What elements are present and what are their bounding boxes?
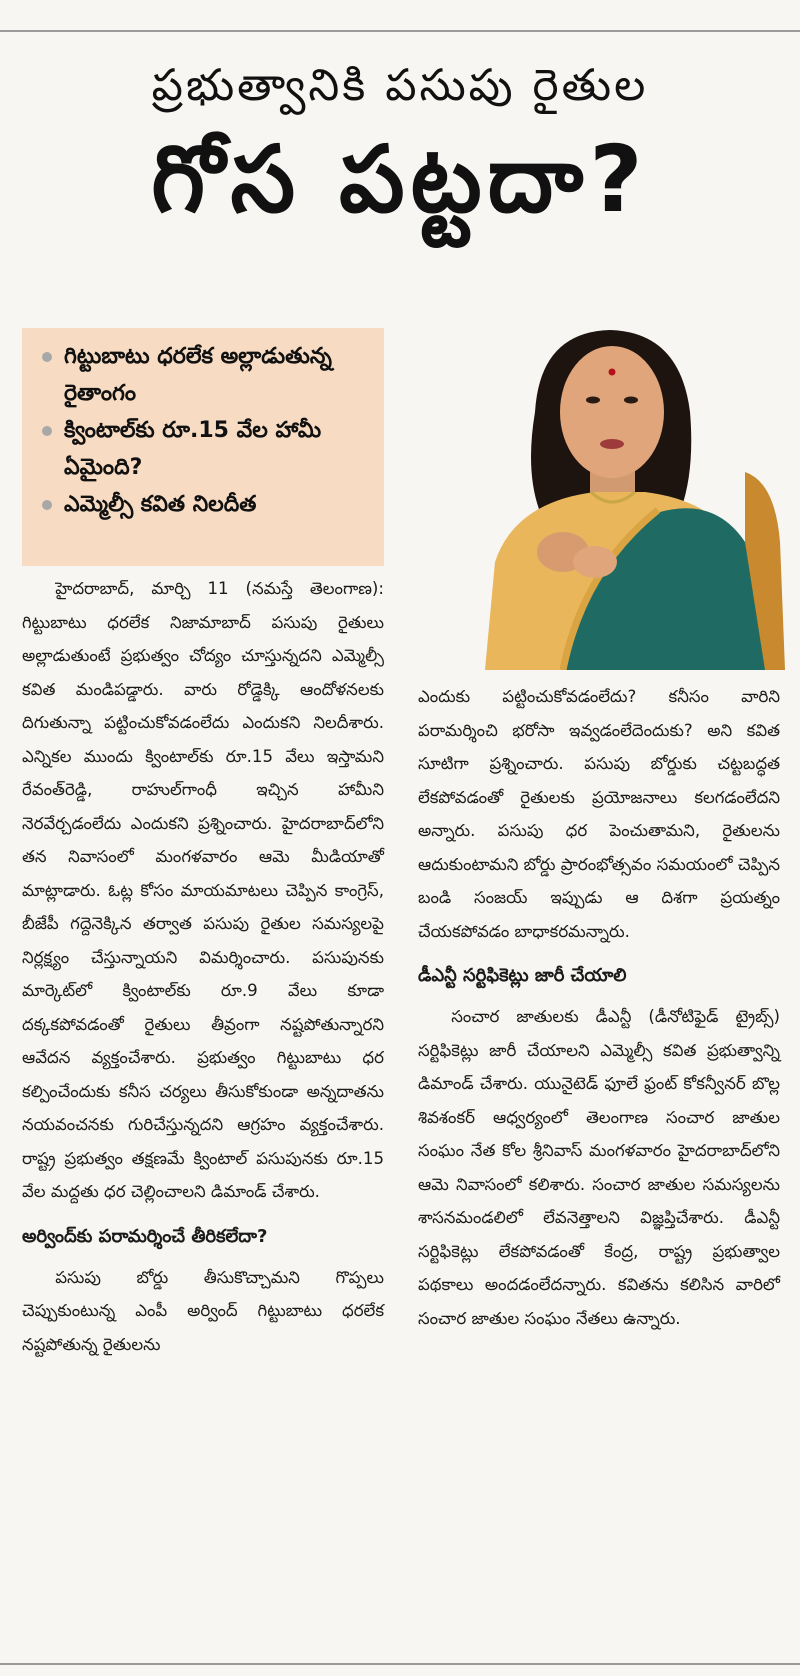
bullet-icon bbox=[42, 500, 52, 510]
highlight-text: ఎమ్మెల్సీ కవిత నిలదీత bbox=[64, 492, 257, 517]
top-rule bbox=[0, 30, 800, 32]
article-paragraph: ఎందుకు పట్టించుకోవడంలేదు? కనీసం వారిని పరామర్శించి భరోసా ఇవ్వడంలేదెందుకు? అని కవిత సూటిగా ప్రశ్నించారు. పసుపు బోర్డుకు చట్టబద్ధత లేకపోవడంతో రైతులకు ప్రయోజనాలు కలగడంలేదని అన్నారు. పసుపు ధర పెంచుతామని, రైతులను ఆదుకుంటామని బోర్డు ప్రారంభోత్సవం సమయంలో చెప్పిన బండి సంజయ్ ఇప్పుడు ఆ దిశగా ప్రయత్నం చేయకపోవడం బాధాకరమన్నారు. bbox=[418, 687, 780, 941]
highlight-item bbox=[38, 338, 374, 412]
portrait-illustration bbox=[445, 312, 790, 670]
article-paragraph: సంచార జాతులకు డీఎన్టీ (డీనోటిఫైడ్ ట్రైబ్స్) సర్టిఫికెట్లు జారీ చేయాలని ఎమ్మెల్సీ కవిత ప్రభుత్వాన్ని డిమాండ్ చేశారు. యునైటెడ్ ఫూలే ఫ్రంట్ కోకన్వీనర్ బొల్ల శివశంకర్ ఆధ్వర్యంలో తెలంగాణ సంచార జాతుల సంఘం నేత కోల శ్రీనివాస్ మంగళవారం హైదరాబాద్‌లోని ఆమె నివాసంలో కలిశారు. సంచార జాతుల సమస్యలను శాసనమండలిలో లేవనెత్తాలని విజ్ఞప్తిచేశారు. డీఎన్టీ సర్టిఫికెట్లు లేకపోవడంతో కేంద్ర, రాష్ట్ర ప్రభుత్వాల పథకాలు అందడంలేదన్నారు. కవితను కలిసిన వారిలో సంచార జాతుల సంఘం నేతలు ఉన్నారు. bbox=[418, 1007, 780, 1328]
bullet-icon bbox=[42, 352, 52, 362]
article-paragraph: పసుపు బోర్డు తీసుకొచ్చామని గొప్పలు చెప్పుకుంటున్న ఎంపీ అర్వింద్ గిట్టుబాటు ధరలేక నష్టపోతున్న రైతులను bbox=[22, 1267, 384, 1354]
bottom-rule bbox=[0, 1663, 800, 1665]
article-paragraph: హైదరాబాద్, మార్చి 11 (నమస్తే తెలంగాణ): గిట్టుబాటు ధరలేక నిజామాబాద్ పసుపు రైతులు అల్లాడుతుంటే ప్రభుత్వం చోద్యం చూస్తున్నదని ఎమ్మెల్సీ కవిత మండిపడ్డారు. వారు రోడ్డెక్కి ఆందోళనలకు దిగుతున్నా పట్టించుకోవడంలేదు ఎందుకని నిలదీశారు. ఎన్నికల ముందు క్వింటాల్‌కు రూ.15 వేలు ఇస్తామని రేవంత్‌రెడ్డి, రాహుల్‌గాంధీ ఇచ్చిన హామీని నెరవేర్చడంలేదు ఎందుకని ప్రశ్నించారు. హైదరాబాద్‌లోని తన నివాసంలో మంగళవారం ఆమె మీడియాతో మాట్లాడారు. ఓట్ల కోసం మాయమాటలు చెప్పిన కాంగ్రెస్, బీజేపీ గద్దెనెక్కిన తర్వాత పసుపు రైతుల సమస్యలపై నిర్లక్ష్యం చేస్తున్నాయని విమర్శించారు. పసుపునకు మార్కెట్‌లో క్వింటాల్‌కు రూ.9 వేలు కూడా దక్కకపోవడంతో రైతులు తీవ్రంగా నష్టపోతున్నారని ఆవేదన వ్యక్తంచేశారు. ప్రభుత్వం గిట్టుబాటు ధర కల్పించేందుకు కనీస చర్యలు తీసుకోకుండా అన్నదాతను నయవంచనకు గురిచేస్తున్నదని ఆగ్రహం వ్యక్తంచేశారు. రాష్ట్ర ప్రభుత్వం తక్షణమే క్వింటాల్ పసుపునకు రూ.15 వేల మద్దతు ధర చెల్లించాలని డిమాండ్ చేశారు. bbox=[22, 579, 384, 1201]
kavitha-photo bbox=[445, 312, 790, 670]
highlight-item bbox=[38, 412, 374, 486]
highlight-text: క్వింటాల్‌కు రూ.15 వేల హామీ ఏమైంది? bbox=[64, 418, 322, 480]
highlight-item bbox=[38, 486, 374, 523]
headline bbox=[0, 55, 800, 235]
headline-line-2: గోస పట్టదా? bbox=[151, 126, 649, 233]
headline-line-1: ప్రభుత్వానికి పసుపు రైతుల bbox=[151, 60, 649, 111]
article-column-left bbox=[22, 572, 384, 1361]
subheading: డీఎన్టీ సర్టిఫికెట్లు జారీ చేయాలి bbox=[418, 965, 627, 986]
bullet-icon bbox=[42, 426, 52, 436]
article-column-right bbox=[418, 680, 780, 1335]
subheading: అర్వింద్‌కు పరామర్శించే తీరికలేదా? bbox=[22, 1225, 268, 1247]
highlights-box bbox=[22, 328, 384, 566]
highlight-text: గిట్టుబాటు ధరలేక అల్లాడుతున్న రైతాంగం bbox=[64, 344, 332, 406]
